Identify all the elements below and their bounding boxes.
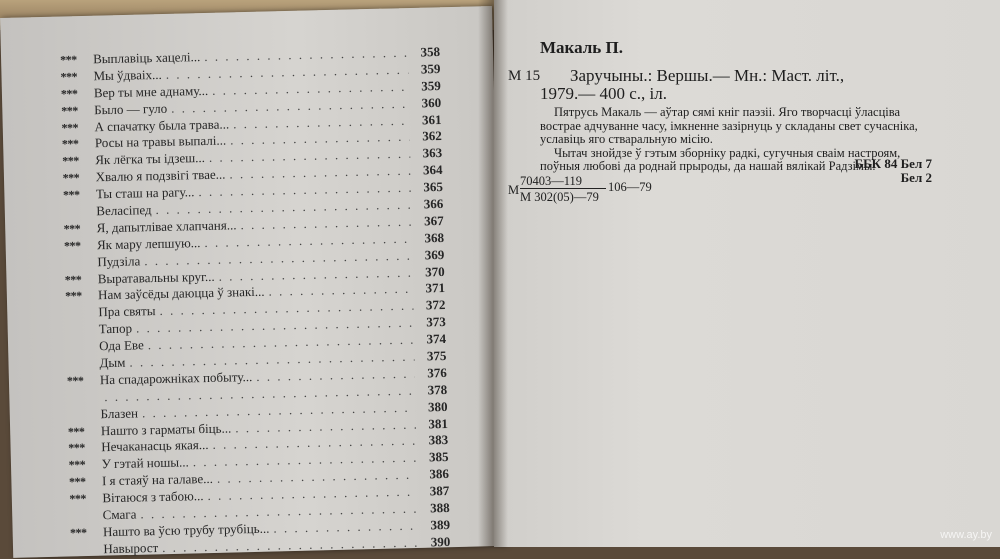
bibliographic-description-line2: 1979.— 400 с., іл.: [540, 84, 668, 103]
toc-entry-stars: ***: [69, 525, 87, 540]
toc-entry-title: Навырост: [103, 539, 159, 557]
toc-entry-stars: [71, 553, 104, 554]
toc-entry-page: 375: [426, 348, 447, 364]
toc-entry-title: Нашто ва ўсю трубу трубіць...: [102, 520, 270, 540]
abstract-paragraph-1: Пятрусь Макаль — аўтар сямі кніг паэзіі. Яго творчасці ўласціва вострае адчуванне часу, імкненне зазірнуць у складаны свет сучасніка, уславіць яго стваральную місію.: [540, 105, 918, 146]
toc-entry-title: Блазен: [100, 405, 139, 421]
bibliographic-description-line1: Заручыны.: Вершы.— Мн.: Маст. літ.,: [570, 66, 845, 85]
bbk-index: ББК 84 Бел 7: [854, 156, 932, 171]
toc-entry-title: Ты сташ на рагу...: [95, 184, 195, 202]
toc-entry-title: Выплавіць хацелі...: [92, 49, 201, 67]
toc-entry-stars: ***: [64, 289, 82, 304]
cipher-fraction-bar: [520, 188, 606, 189]
watermark: www.ay.by: [940, 529, 992, 541]
toc-entry-stars: ***: [69, 491, 87, 507]
toc-entry-page: 385: [428, 449, 449, 465]
bbk-index-secondary: Бел 2: [900, 170, 932, 185]
toc-entry-title: На спадарожніках побыту...: [99, 368, 253, 388]
toc-entry-stars: ***: [61, 137, 79, 152]
toc-entry-title: Я, дапытлівае хлапчаня...: [96, 217, 237, 236]
toc-entry-page: 367: [423, 212, 444, 229]
toc-entry-stars: [64, 266, 97, 267]
toc-entry-page: 362: [422, 128, 442, 144]
toc-entry-page: 390: [430, 533, 451, 550]
toc-entry-title: Пудзіла: [97, 253, 141, 269]
cipher-numerator: 70403—119: [520, 174, 583, 188]
toc-entry-page: 378: [427, 381, 448, 398]
toc-entry-page: 369: [424, 246, 445, 263]
toc-entry-stars: ***: [61, 120, 79, 135]
toc-entry-page: 366: [423, 196, 444, 212]
toc-entry-stars: [66, 317, 99, 318]
toc-entry-page: 364: [422, 162, 443, 178]
table-of-contents: [60, 44, 451, 559]
toc-entry-title: Хвалю я подзвігі твае...: [95, 166, 226, 185]
toc-entry-stars: [68, 418, 101, 419]
toc-entry-title: Вер ты мне аднаму...: [93, 82, 209, 101]
toc-entry-page: 372: [425, 297, 446, 313]
toc-entry-stars: ***: [61, 103, 78, 118]
toc-entry-title: А спачатку была трава...: [94, 116, 230, 134]
toc-entry-page: 368: [424, 229, 445, 246]
toc-entry-page: 365: [423, 179, 444, 195]
toc-entry-title: Было — гуло: [94, 100, 168, 117]
toc-entry-stars: [66, 333, 99, 334]
toc-entry-page: 370: [425, 263, 445, 279]
toc-entry-title: Мы ўдваіх...: [93, 66, 162, 84]
toc-entry-page: 389: [430, 516, 451, 533]
toc-entry-stars: ***: [68, 441, 85, 456]
toc-entry-page: 374: [426, 331, 447, 347]
toc-entry-stars: ***: [62, 170, 80, 186]
toc-entry-title: І я стаяў на галаве...: [101, 471, 214, 489]
toc-entry-title: У гэтай ношы...: [101, 454, 189, 472]
toc-entry-page: 358: [420, 44, 441, 60]
toc-entry-page: 383: [428, 432, 449, 448]
toc-entry-stars: ***: [62, 187, 80, 203]
toc-entry-page: 363: [422, 145, 443, 161]
toc-entry-page: 380: [427, 398, 448, 415]
toc-entry-page: 373: [426, 314, 446, 330]
toc-entry-title: Выратавальны круг...: [97, 268, 215, 286]
toc-entry-page: 359: [421, 77, 441, 94]
abstract-paragraph-2: Чытач знойдзе ў гэтым зборніку радкі, сугучныя сваім настроям, поўныя любові да роднай прыроды, да нашай вялікай Радзімы.: [540, 145, 901, 173]
toc-entry-stars: [67, 367, 100, 368]
toc-entry-page: 371: [425, 280, 446, 296]
toc-entry-page: 360: [421, 94, 442, 111]
toc-entry-page: 387: [429, 483, 450, 499]
book-gutter: [478, 0, 508, 547]
toc-entry-page: 376: [427, 364, 447, 381]
toc-entry-stars: ***: [67, 424, 85, 439]
toc-entry-title: Нечаканасць якая...: [101, 437, 209, 455]
toc-entry-stars: ***: [60, 52, 77, 67]
toc-entry-stars: ***: [68, 474, 86, 490]
toc-entry-stars: [67, 401, 100, 402]
toc-entry-page: 381: [428, 415, 449, 431]
toc-entry-title: Смага: [102, 506, 137, 523]
toc-entry-title: Веласіпед: [96, 202, 152, 219]
toc-entry-title: Як мару лепшую...: [96, 234, 201, 253]
catalog-code: М 15: [508, 68, 541, 84]
toc-entry-stars: ***: [63, 238, 81, 253]
toc-entry-title: Росы на травы выпалі...: [94, 132, 227, 151]
toc-entry-page: 359: [420, 60, 441, 77]
toc-entry-stars: ***: [64, 272, 82, 287]
toc-entry-stars: [63, 215, 96, 216]
toc-entry-stars: ***: [60, 69, 78, 84]
toc-entry-title: Дым: [99, 354, 126, 371]
toc-entry-title: Вітаюся з табою...: [102, 488, 204, 506]
toc-entry-title: Тапор: [98, 320, 133, 337]
toc-entry-title: Як лёгка ты ідзеш...: [95, 150, 206, 168]
toc-entry-title: Нам заўсёды даюцца ў знакі...: [97, 284, 265, 303]
toc-entry-stars: [70, 519, 103, 520]
cipher-suffix: 106—79: [608, 180, 652, 194]
toc-entry-title: Нашто з гарматы біць...: [100, 420, 232, 438]
author-name: Макаль П.: [540, 38, 623, 57]
toc-entry-page: 388: [429, 499, 450, 516]
toc-entry-stars: [66, 350, 99, 351]
toc-entry-stars: ***: [60, 86, 78, 101]
toc-entry-stars: ***: [66, 373, 84, 388]
toc-entry-stars: ***: [68, 457, 86, 473]
toc-entry-title: Пра святы: [98, 303, 156, 320]
cipher-denominator: М 302(05)—79: [520, 190, 599, 204]
toc-entry-title: Ода Еве: [99, 337, 144, 354]
toc-entry-stars: ***: [62, 153, 79, 169]
toc-entry-page: 361: [421, 111, 442, 127]
toc-entry-page: 386: [429, 466, 450, 482]
cipher-letter: М: [508, 183, 520, 197]
toc-entry-stars: ***: [63, 221, 81, 236]
